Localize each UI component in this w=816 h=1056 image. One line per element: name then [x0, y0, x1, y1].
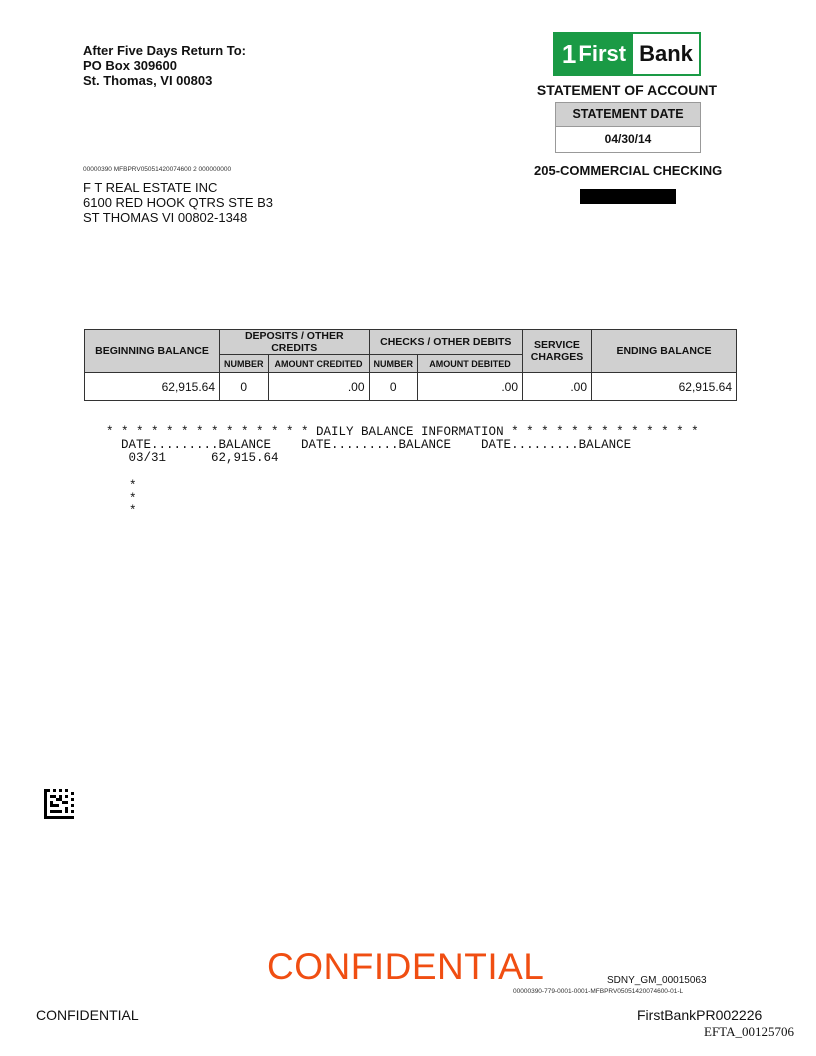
star-2: * [129, 492, 137, 506]
statement-date-header: STATEMENT DATE [556, 103, 700, 127]
sdny-bates: SDNY_GM_00015063 [607, 975, 707, 986]
account-summary-table [84, 329, 737, 401]
return-address-line2: PO Box 309600 [83, 58, 177, 73]
daily-balance-header: DATE.........BALANCE DATE.........BALANCE DATE.........BALANCE [121, 438, 632, 452]
logo-first [555, 34, 633, 74]
star-1: * [129, 479, 137, 493]
amount-debited-value: .00 [418, 373, 523, 401]
account-type: 205-COMMERCIAL CHECKING [534, 163, 723, 178]
star-3: * [129, 504, 137, 518]
th-checks-number: NUMBER [369, 355, 418, 373]
efta-number: EFTA_00125706 [704, 1024, 794, 1039]
th-ending-balance: ENDING BALANCE [592, 330, 737, 373]
th-deposits-number: NUMBER [220, 355, 269, 373]
daily-balance-row: 03/31 62,915.64 [121, 451, 279, 465]
th-beginning-balance: BEGINNING BALANCE [85, 330, 220, 373]
customer-name: F T REAL ESTATE INC [83, 180, 218, 195]
logo-bank: Bank [633, 34, 699, 74]
logo-one: 1 [561, 38, 577, 69]
confidential-stamp: CONFIDENTIAL [267, 946, 545, 987]
firstbank-logo [553, 32, 701, 76]
return-address [83, 43, 246, 88]
account-number-redaction [580, 189, 676, 204]
statement-date-value: 04/30/14 [604, 132, 652, 146]
amount-credited-value: .00 [268, 373, 369, 401]
mail-code: 00000390 MFBPRV05051420074600 2 000000000 [83, 166, 232, 173]
statement-date-box [555, 102, 701, 153]
th-service-charges: SERVICE CHARGES [523, 330, 592, 373]
deposits-number-value: 0 [220, 373, 269, 401]
daily-balance-title: * * * * * * * * * * * * * * DAILY BALANCE INFORMATION * * * * * * * * * * * * * [106, 425, 699, 439]
service-charges-value: .00 [523, 373, 592, 401]
th-deposits: DEPOSITS / OTHER CREDITS [220, 330, 370, 355]
return-address-line3: St. Thomas, VI 00803 [83, 73, 213, 88]
confidential-label: CONFIDENTIAL [36, 1007, 139, 1023]
beginning-balance-value: 62,915.64 [85, 373, 220, 401]
th-amount-credited: AMOUNT CREDITED [268, 355, 369, 373]
th-amount-debited: AMOUNT DEBITED [418, 355, 523, 373]
customer-address [83, 180, 273, 225]
logo-first-text: First [578, 41, 627, 66]
customer-city: ST THOMAS VI 00802-1348 [83, 210, 248, 225]
return-address-line1: After Five Days Return To: [83, 43, 247, 58]
bank-bates-number: FirstBankPR002226 [637, 1007, 763, 1023]
th-checks: CHECKS / OTHER DEBITS [369, 330, 523, 355]
datamatrix-barcode-icon [44, 789, 74, 819]
statement-title: STATEMENT OF ACCOUNT [536, 82, 718, 98]
table-row [85, 373, 737, 401]
footer-mail-code: 00000390-779-0001-0001-MFBPRV05051420074600-01-L [513, 988, 684, 995]
ending-balance-value: 62,915.64 [592, 373, 737, 401]
checks-number-value: 0 [369, 373, 418, 401]
customer-street: 6100 RED HOOK QTRS STE B3 [83, 195, 274, 210]
